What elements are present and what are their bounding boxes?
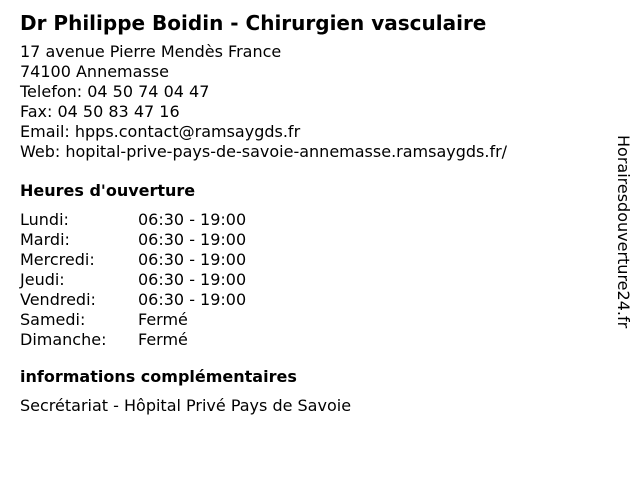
fax-line: Fax: 04 50 83 47 16 xyxy=(20,102,180,121)
hours-time: 06:30 - 19:00 xyxy=(138,210,247,229)
hours-time: 06:30 - 19:00 xyxy=(138,290,247,309)
hours-day: Samedi: xyxy=(20,310,86,329)
hours-row-saturday xyxy=(20,310,600,330)
hours-row-monday xyxy=(20,210,600,230)
page-title: Dr Philippe Boidin - Chirurgien vasculaire xyxy=(20,11,487,35)
phone-line: Telefon: 04 50 74 04 47 xyxy=(20,82,210,101)
hours-time: Fermé xyxy=(138,310,188,329)
hours-row-friday xyxy=(20,290,600,310)
hours-day: Jeudi: xyxy=(20,270,65,289)
info-text: Secrétariat - Hôpital Privé Pays de Savoie xyxy=(20,396,352,415)
hours-day: Dimanche: xyxy=(20,330,107,349)
hours-heading: Heures d'ouverture xyxy=(20,181,196,200)
hours-row-sunday xyxy=(20,330,600,350)
site-watermark: Horairesdouverture24.fr xyxy=(614,135,633,329)
info-heading: informations complémentaires xyxy=(20,367,297,386)
hours-time: 06:30 - 19:00 xyxy=(138,270,247,289)
hours-time: 06:30 - 19:00 xyxy=(138,250,247,269)
hours-day: Mercredi: xyxy=(20,250,95,269)
hours-table xyxy=(20,210,600,350)
hours-day: Lundi: xyxy=(20,210,69,229)
email-line: Email: hpps.contact@ramsaygds.fr xyxy=(20,122,301,141)
hours-day: Mardi: xyxy=(20,230,70,249)
city-postal: 74100 Annemasse xyxy=(20,62,169,81)
hours-row-wednesday xyxy=(20,250,600,270)
hours-row-tuesday xyxy=(20,230,600,250)
web-line: Web: hopital-prive-pays-de-savoie-annemasse.ramsaygds.fr/ xyxy=(20,142,508,161)
hours-time: Fermé xyxy=(138,330,188,349)
business-listing xyxy=(20,8,600,416)
hours-day: Vendredi: xyxy=(20,290,96,309)
street-address: 17 avenue Pierre Mendès France xyxy=(20,42,282,61)
hours-row-thursday xyxy=(20,270,600,290)
contact-block xyxy=(20,42,600,162)
hours-time: 06:30 - 19:00 xyxy=(138,230,247,249)
